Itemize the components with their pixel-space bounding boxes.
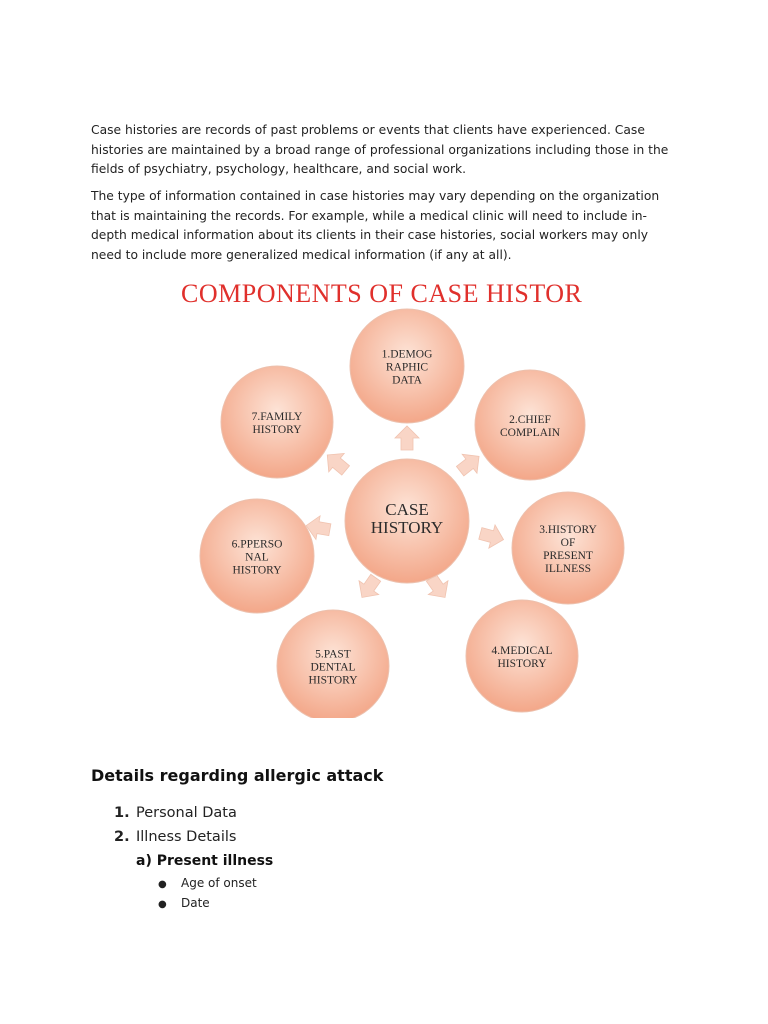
bullet-label: Age of onset	[181, 876, 257, 890]
bullet-item-date	[158, 896, 210, 910]
node-family-history-label: 7.FAMILY	[251, 410, 303, 423]
list-item-number: 1.	[114, 805, 130, 821]
list-item-personal-data	[114, 805, 237, 821]
center-label: CASE	[385, 499, 429, 519]
section-heading: Details regarding allergic attack	[91, 766, 384, 785]
node-personal-history-label: NAL	[245, 551, 269, 564]
node-past-dental-history-label: DENTAL	[310, 661, 356, 674]
list-item-label: Personal Data	[136, 805, 237, 821]
node-medical-history-label: 4.MEDICAL	[491, 644, 553, 657]
node-personal-history-label: HISTORY	[232, 564, 282, 577]
bullet-dot-icon: ●	[158, 879, 167, 890]
bullet-label: Date	[181, 896, 210, 910]
node-demographic-data-label: RAPHIC	[385, 361, 429, 374]
list-item-label: Illness Details	[136, 829, 237, 845]
node-history-of-present-illness-label: 3.HISTORY	[539, 523, 597, 536]
intro-paragraph-2: The type of information contained in case histories may vary depending on the organization that is maintaining the records. For example, while a medical clinic will need to include in-depth medical information about its clients in their case histories, social workers may only need to include more generalized medical information (if any at all).	[91, 189, 660, 262]
bullet-item-age-of-onset	[158, 876, 257, 890]
node-medical-history-label: HISTORY	[497, 657, 547, 670]
node-demographic-data-label: DATA	[392, 374, 422, 387]
arrow-1-icon	[395, 426, 419, 450]
node-demographic-data-label: 1.DEMOG	[381, 348, 433, 361]
center-label: HISTORY	[370, 517, 444, 537]
node-history-of-present-illness-label: ILLNESS	[545, 562, 591, 575]
diagram-title: COMPONENTS OF CASE HISTOR	[181, 279, 583, 308]
node-personal-history-label: 6.PPERSO	[231, 538, 283, 551]
node-history-of-present-illness-label: OF	[560, 536, 576, 549]
list-item-number: 2.	[114, 829, 130, 845]
arrow-2-icon	[453, 447, 487, 481]
node-past-dental-history-label: 5.PAST	[315, 648, 351, 661]
case-history-diagram	[150, 268, 680, 718]
list-item-illness-details	[114, 829, 236, 845]
node-history-of-present-illness-label: PRESENT	[543, 549, 593, 562]
diagram-center	[345, 459, 469, 583]
arrow-3-icon	[477, 522, 506, 551]
bullet-dot-icon: ●	[158, 899, 167, 910]
node-chief-complain-label: 2.CHIEF	[509, 413, 551, 426]
intro-paragraph-1: Case histories are records of past problems or events that clients have experienced. Case histories are maintained by a broad range of professional organizations including those in the fields of psychiatry, psychology, healthcare, and social work.	[91, 123, 669, 176]
node-past-dental-history-label: HISTORY	[308, 674, 358, 687]
subheading-present-illness: a) Present illness	[136, 853, 274, 869]
node-family-history-label: HISTORY	[252, 423, 302, 436]
node-chief-complain-label: COMPLAIN	[499, 426, 561, 439]
